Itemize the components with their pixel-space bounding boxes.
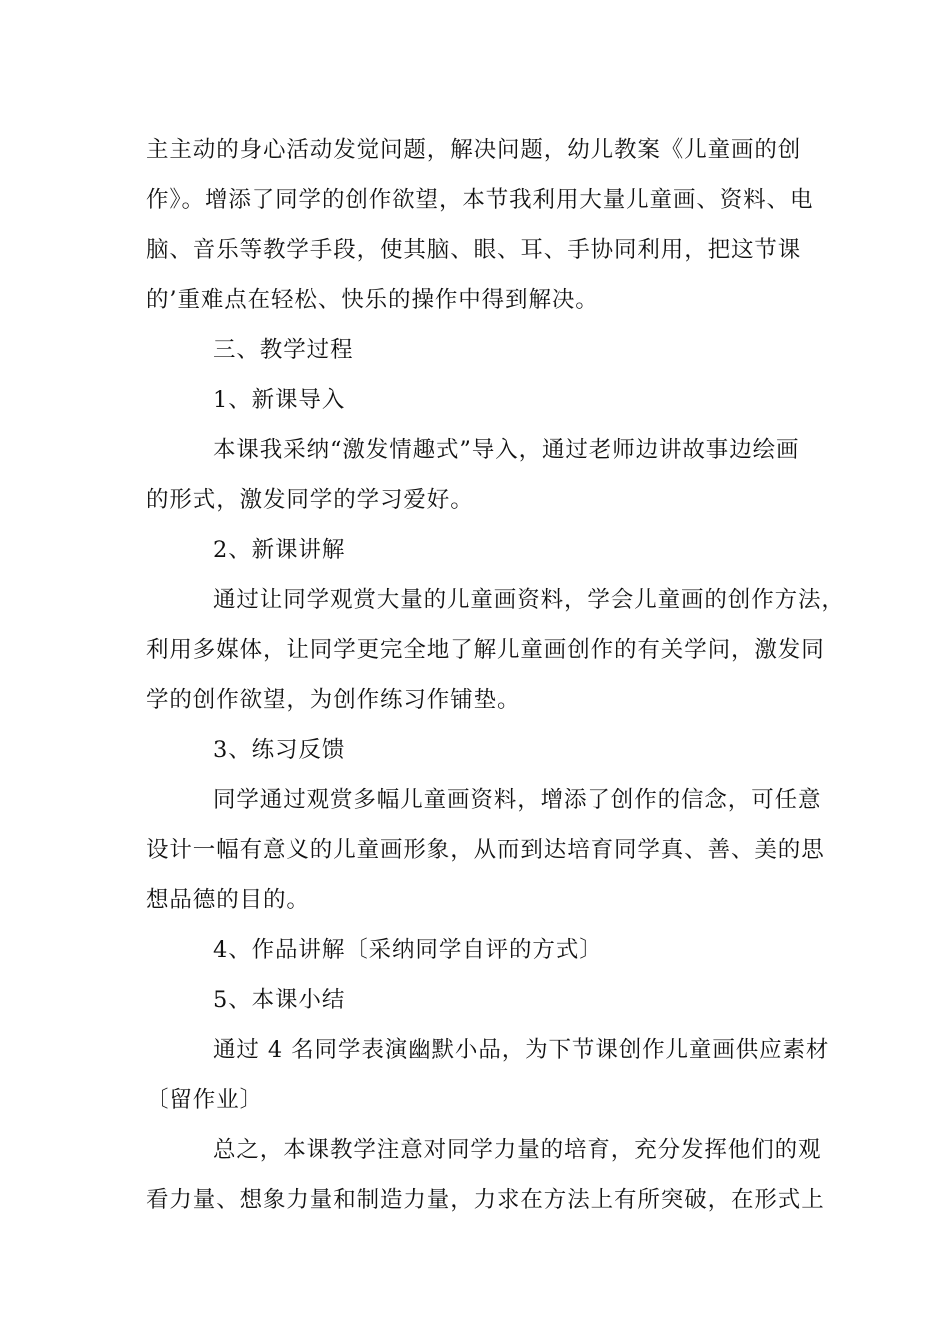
paragraph-line: 〔留作业〕 (146, 1087, 264, 1113)
paragraph-line: 想品德的目的。 (146, 887, 310, 913)
paragraph-line: 总之，本课教学注意对同学力量的培育，充分发挥他们的观 (213, 1137, 822, 1163)
subsection-heading: 5、本课小结 (213, 987, 346, 1013)
paragraph-line: 利用多媒体，让同学更完全地了解儿童画创作的有关学问，激发同 (146, 637, 825, 663)
subsection-heading: 4、作品讲解〔采纳同学自评的方式〕 (213, 937, 603, 963)
paragraph-line: 设计一幅有意义的儿童画形象，从而到达培育同学真、善、美的思 (146, 837, 825, 863)
paragraph-line: 的形式，激发同学的学习爱好。 (146, 487, 474, 513)
paragraph-line: 本课我采纳“激发情趣式”导入，通过老师边讲故事边绘画 (213, 437, 800, 463)
paragraph-line: 看力量、想象力量和制造力量，力求在方法上有所突破，在形式上 (146, 1187, 825, 1213)
subsection-heading: 3、练习反馈 (213, 737, 346, 763)
paragraph-line: 通过让同学观赏大量的儿童画资料，学会儿童画的创作方法， (213, 587, 845, 613)
paragraph-line: 通过 4 名同学表演幽默小品，为下节课创作儿童画供应素材 (213, 1037, 830, 1063)
section-heading: 三、教学过程 (213, 337, 354, 363)
paragraph-line: 主主动的身心活动发觉问题，解决问题，幼儿教案《儿童画的创 (146, 137, 802, 163)
paragraph-line: 同学通过观赏多幅儿童画资料，增添了创作的信念，可任意 (213, 787, 822, 813)
paragraph-line: 作》。增添了同学的创作欲望，本节我利用大量儿童画、资料、电 (146, 187, 814, 213)
paragraph-line: 脑、音乐等教学手段，使其脑、眼、耳、手协同利用，把这节课 (146, 237, 802, 263)
subsection-heading: 2、新课讲解 (213, 537, 346, 563)
paragraph-line: 学的创作欲望，为创作练习作铺垫。 (146, 687, 521, 713)
paragraph-line: 的’重难点在轻松、快乐的操作中得到解决。 (146, 287, 599, 313)
subsection-heading: 1、新课导入 (213, 387, 346, 413)
